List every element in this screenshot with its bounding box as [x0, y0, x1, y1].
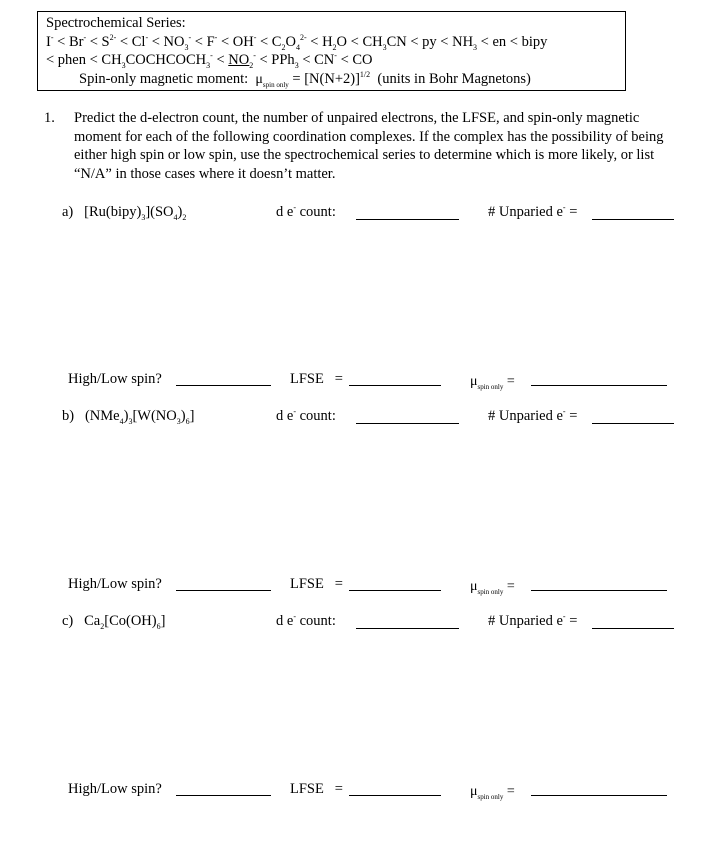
- lfse-blank-a[interactable]: [349, 385, 441, 386]
- part-a-label: a) $[Ru(bipy)_3](SO_4)_2$: [62, 204, 187, 222]
- lfse-label: LFSE =: [290, 781, 343, 797]
- series-title: Spectrochemical Series:: [46, 15, 186, 31]
- mu-label: $\mu_{spin only}$ =: [470, 579, 515, 596]
- question-text: Predict the d-electron count, the number of unpaired electrons, the LFSE, and spin-only magnetic moment for each of the following coordination complexes. If the complex has the possibility of being either high spin or low spin, use the spectrochemical series to determine which is more likely, or list “N/A” in those cases where it doesn’t matter.: [74, 110, 664, 182]
- part-b-label: b) $(NMe_4)_3[W(NO_3)_6]$: [62, 408, 195, 426]
- mu-label: $\mu_{spin only}$ =: [470, 374, 515, 391]
- high-low-label: High/Low spin?: [68, 576, 162, 592]
- question-number: 1.: [44, 110, 55, 126]
- lfse-label: LFSE =: [290, 371, 343, 387]
- d-count-blank-a[interactable]: [356, 219, 459, 220]
- unpaired-label: # Unparied e- =: [488, 203, 578, 220]
- mu-blank-c[interactable]: [531, 795, 667, 796]
- high-low-label: High/Low spin?: [68, 781, 162, 797]
- part-c-label: c) $Ca_2[Co(OH)_6]$: [62, 613, 166, 631]
- spectrochemical-series-box: [37, 11, 626, 91]
- high-low-label: High/Low spin?: [68, 371, 162, 387]
- series-line-2: < phen < $CH_3COCHCOCH_3^- < NO_2^- < PPh_3 < CN^-$ < CO: [46, 51, 373, 70]
- d-count-label: d e- count:: [276, 407, 336, 424]
- high-low-blank-c[interactable]: [176, 795, 271, 796]
- unpaired-blank-b[interactable]: [592, 423, 674, 424]
- d-count-blank-c[interactable]: [356, 628, 459, 629]
- d-count-label: d e- count:: [276, 203, 336, 220]
- unpaired-blank-a[interactable]: [592, 219, 674, 220]
- lfse-blank-b[interactable]: [349, 590, 441, 591]
- high-low-blank-b[interactable]: [176, 590, 271, 591]
- d-count-label: d e- count:: [276, 612, 336, 629]
- d-count-blank-b[interactable]: [356, 423, 459, 424]
- magnetic-moment-formula: Spin-only magnetic moment: $\mu_{spin only} = [N(N+2)]^{1/2}$ (units in Bohr Magnetons): [79, 69, 531, 89]
- lfse-label: LFSE =: [290, 576, 343, 592]
- mu-blank-b[interactable]: [531, 590, 667, 591]
- unpaired-label: # Unparied e- =: [488, 612, 578, 629]
- lfse-blank-c[interactable]: [349, 795, 441, 796]
- mu-label: $\mu_{spin only}$ =: [470, 784, 515, 801]
- unpaired-label: # Unparied e- =: [488, 407, 578, 424]
- series-line-1: $I^- < Br^- < S^{2-} < Cl^- < NO_3^- < F^- < OH^- < C_2O_4^{2-} < H_2O < CH_3CN$ < py < $NH_3$ < en < bipy: [46, 32, 548, 52]
- high-low-blank-a[interactable]: [176, 385, 271, 386]
- question-1: [44, 109, 674, 183]
- unpaired-blank-c[interactable]: [592, 628, 674, 629]
- mu-blank-a[interactable]: [531, 385, 667, 386]
